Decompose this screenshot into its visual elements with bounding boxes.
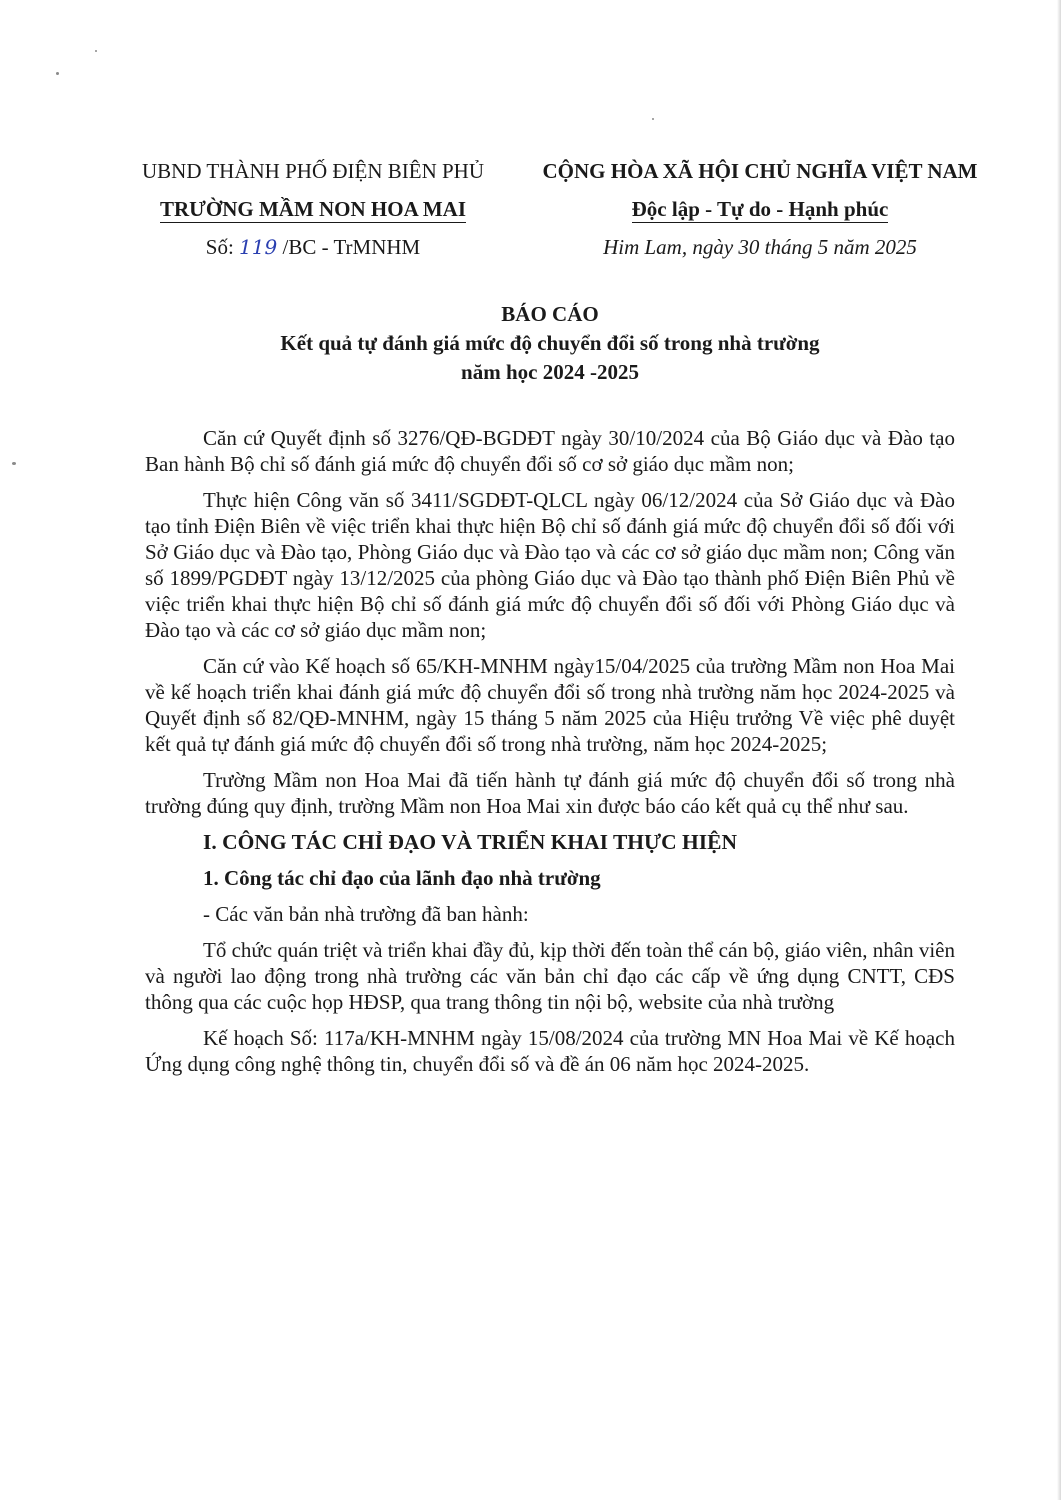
paragraph: Tổ chức quán triệt và triển khai đầy đủ, kịp thời đến toàn thể cán bộ, giáo viên, nhân viên và người lao động trong nhà trường các văn bản chỉ đạo các cấp về ứng dụng CNTT, CĐS thông qua các cuộc họp HĐSP, qua trang thông tin nội bộ, website của nhà trường (145, 938, 955, 1014)
paragraph: Căn cứ Quyết định số 3276/QĐ-BGDĐT ngày 30/10/2024 của Bộ Giáo dục và Đào tạo Ban hành Bộ chỉ số đánh giá mức độ chuyển đổi số cơ sở giáo dục mầm non; (145, 426, 955, 476)
national-motto: Độc lập - Tự do - Hạnh phúc (631, 197, 889, 221)
scan-speck (12, 462, 16, 465)
school-name: TRƯỜNG MẦM NON HOA MAI (159, 197, 467, 221)
scan-speck (56, 72, 59, 75)
handwritten-number: 119 (239, 235, 278, 259)
authority-name: UBND THÀNH PHỐ ĐIỆN BIÊN PHỦ (141, 159, 485, 183)
paragraph: - Các văn bản nhà trường đã ban hành: (203, 902, 529, 926)
paragraph: Kế hoạch Số: 117a/KH-MNHM ngày 15/08/2024 của trường MN Hoa Mai về Kế hoạch Ứng dụng công nghệ thông tin, chuyển đổi số và đề án 06 năm học 2024-2025. (145, 1026, 955, 1076)
title-subject: Kết quả tự đánh giá mức độ chuyển đổi số trong nhà trường (280, 331, 820, 355)
section-heading: I. CÔNG TÁC CHỈ ĐẠO VÀ TRIỂN KHAI THỰC HIỆN (203, 830, 738, 854)
paragraph: Thực hiện Công văn số 3411/SGDĐT-QLCL ngày 06/12/2024 của Sở Giáo dục và Đào tạo tỉnh Điện Biên về việc triển khai thực hiện Bộ chỉ số đánh giá mức độ chuyển đổi số đối với Sở Giáo dục và Đào tạo, Phòng Giáo dục và Đào tạo và các cơ sở giáo dục mầm non; Công văn số 1899/PGDĐT ngày 13/12/2025 của phòng Giáo dục và Đào tạo thành phố Điện Biên Phủ về việc triển khai thực hiện Bộ chỉ số đánh giá mức độ chuyển đổi số đối với Phòng Giáo dục và Đào tạo và các cơ sở giáo dục mầm non; (145, 488, 955, 642)
place-date: Him Lam, ngày 30 tháng 5 năm 2025 (603, 235, 917, 259)
scan-speck (652, 118, 654, 120)
title-year: năm học 2024 -2025 (461, 360, 639, 384)
header-right (520, 152, 1000, 266)
subsection-heading: 1. Công tác chỉ đạo của lãnh đạo nhà trường (203, 866, 601, 890)
paragraph: Trường Mầm non Hoa Mai đã tiến hành tự đánh giá mức độ chuyển đổi số trong nhà trường đúng quy định, trường Mầm non Hoa Mai xin được báo cáo kết quả cụ thể như sau. (145, 768, 955, 818)
report-body (145, 425, 955, 1087)
header-left (128, 152, 498, 266)
nation-name: CỘNG HÒA XÃ HỘI CHỦ NGHĨA VIỆT NAM (542, 159, 978, 183)
scan-speck (95, 50, 97, 52)
title-main: BÁO CÁO (501, 302, 599, 326)
paragraph: Căn cứ vào Kế hoạch số 65/KH-MNHM ngày15/04/2025 của trường Mầm non Hoa Mai về kế hoạch triển khai đánh giá mức độ chuyển đổi số trong nhà trường năm học 2024-2025 và Quyết định số 82/QĐ-MNHM, ngày 15 tháng 5 năm 2025 của Hiệu trưởng Về việc phê duyệt kết quả tự đánh giá mức độ chuyển đổi số trong nhà trường, năm học 2024-2025; (145, 654, 955, 756)
scan-edge (1057, 0, 1061, 1500)
document-number: Số: 119 /BC - TrMNHM (205, 235, 421, 259)
report-title (200, 300, 900, 387)
